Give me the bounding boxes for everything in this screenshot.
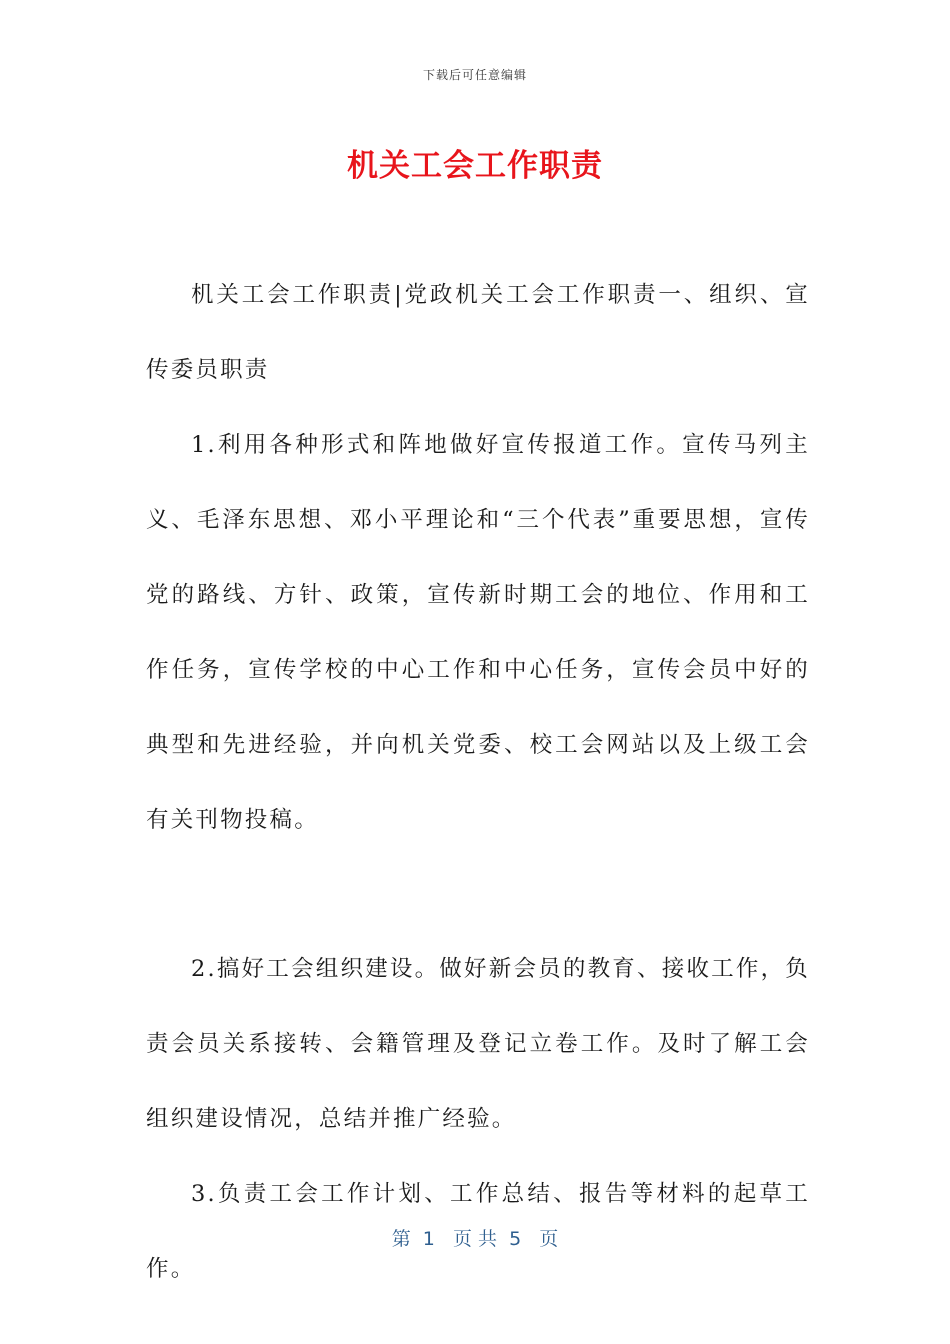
document-title: 机关工会工作职责 <box>347 148 603 184</box>
paragraph-item-3: 3.负责工会工作计划、工作总结、报告等材料的起草工作。 <box>146 1181 810 1282</box>
paragraph-intro: 机关工会工作职责|党政机关工会工作职责一、组织、宣传委员职责 <box>146 282 810 383</box>
document-body <box>146 258 810 1307</box>
paragraph-item-2: 2.搞好工会组织建设。做好新会员的教育、接收工作，负责会员关系接转、会籍管理及登记立卷工作。及时了解工会组织建设情况，总结并推广经验。 <box>146 956 810 1132</box>
header-note: 下载后可任意编辑 <box>422 68 527 82</box>
page-footer: 第 1 页 共 5 页 <box>391 1228 559 1250</box>
paragraph-item-1: 1.利用各种形式和阵地做好宣传报道工作。宣传马列主义、毛泽东思想、邓小平理论和“三个代表”重要思想，宣传党的路线、方针、政策，宣传新时期工会的地位、作用和工作任务，宣传学校的中心工作和中心任务，宣传会员中好的典型和先进经验，并向机关党委、校工会网站以及上级工会有关刊物投稿。 <box>146 432 810 833</box>
